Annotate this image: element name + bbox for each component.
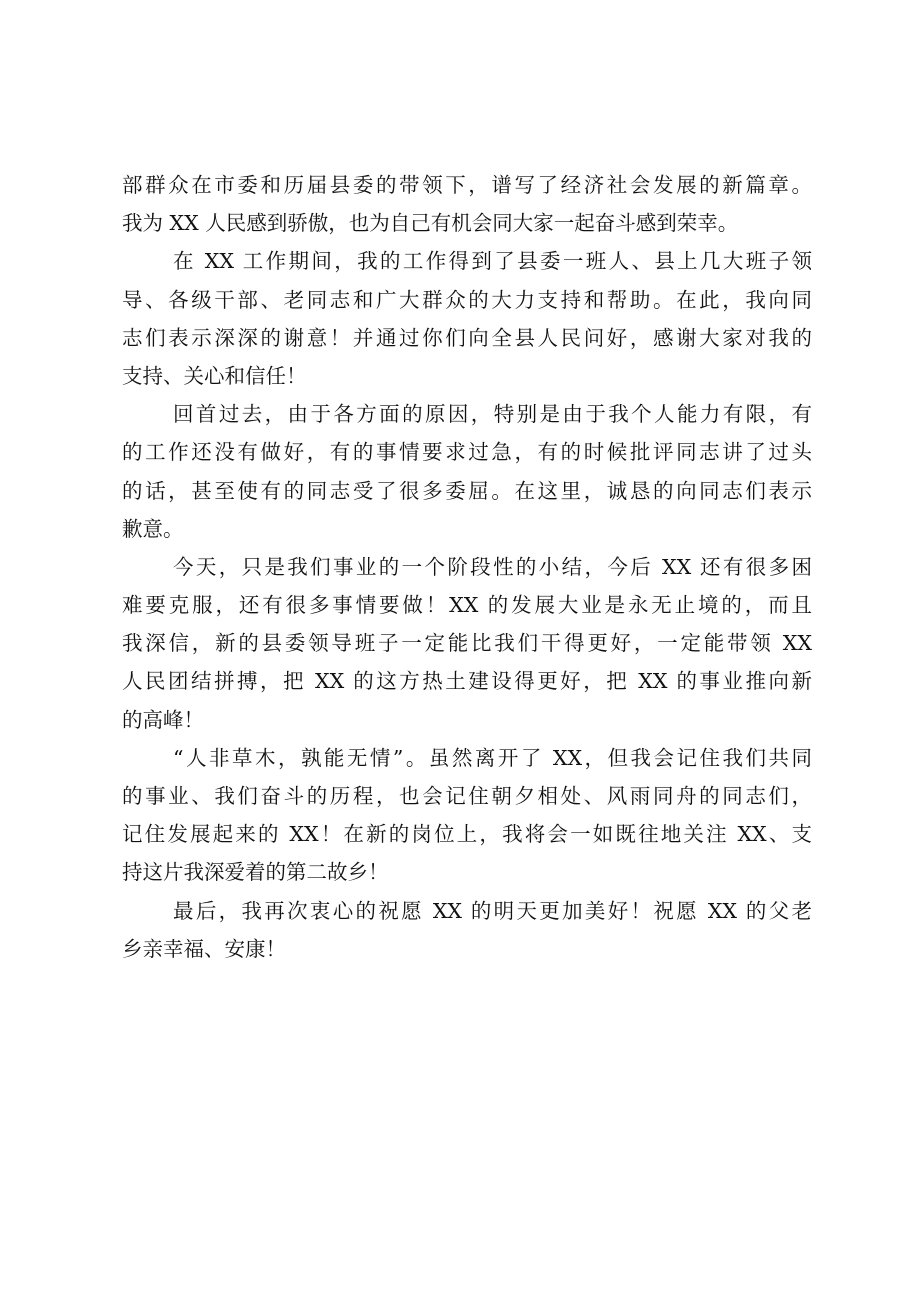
text-line-content: 歉意。: [122, 516, 184, 541]
text-line-content: 回首过去，由于各方面的原因，特别是由于我个人能力有限，有: [173, 402, 812, 427]
text-line: [122, 662, 812, 700]
text-line-content: “人非草木，孰能无情”。虽然离开了 XX，但我会记住我们共同: [173, 745, 812, 770]
text-line: [122, 853, 812, 891]
text-line-content: 最后，我再次衷心的祝愿 XX 的明天更加美好！祝愿 XX 的父老: [173, 898, 812, 923]
text-line-content: 在 XX 工作期间，我的工作得到了县委一班人、县上几大班子领: [173, 249, 812, 274]
text-line-content: 乡亲幸福、安康！: [122, 936, 286, 961]
paragraph-5: [122, 739, 812, 892]
text-line-content: 持这片我深爱着的第二故乡！: [122, 860, 389, 885]
text-line: [122, 892, 812, 930]
text-line-content: 今天，只是我们事业的一个阶段性的小结，今后 XX 还有很多困: [173, 554, 812, 579]
text-line-content: 志们表示深深的谢意！并通过你们向全县人民问好，感谢大家对我的: [122, 325, 812, 350]
text-line: [122, 930, 812, 968]
text-line: [122, 395, 812, 433]
text-line: [122, 624, 812, 662]
text-line-content: 我深信，新的县委领导班子一定能比我们干得更好，一定能带领 XX: [122, 631, 812, 656]
paragraph-6: [122, 892, 812, 968]
text-line-content: 我为 XX 人民感到骄傲，也为自己有机会同大家一起奋斗感到荣幸。: [122, 211, 739, 236]
text-line-content: 人民团结拼搏，把 XX 的这方热土建设得更好，把 XX 的事业推向新: [122, 669, 812, 694]
text-line: [122, 204, 812, 242]
text-line: [122, 357, 812, 395]
text-line: [122, 319, 812, 357]
text-line-content: 的话，甚至使有的同志受了很多委屈。在这里，诚恳的向同志们表示: [122, 478, 812, 503]
text-line: [122, 548, 812, 586]
text-line-content: 导、各级干部、老同志和广大群众的大力支持和帮助。在此，我向同: [122, 287, 812, 312]
text-line: [122, 510, 812, 548]
text-line: [122, 777, 812, 815]
text-line-content: 的事业、我们奋斗的历程，也会记住朝夕相处、风雨同舟的同志们，: [122, 784, 812, 808]
paragraph-3: [122, 395, 812, 548]
text-line-content: 的工作还没有做好，有的事情要求过急，有的时候批评同志讲了过头: [122, 440, 812, 465]
text-line-content: 部群众在市委和历届县委的带领下，谱写了经济社会发展的新篇章。: [122, 173, 812, 197]
text-line: [122, 433, 812, 471]
paragraph-1: [122, 166, 812, 242]
paragraph-4: [122, 548, 812, 739]
text-line: [122, 472, 812, 510]
text-line-content: 难要克服，还有很多事情要做！XX 的发展大业是永无止境的，而且: [122, 593, 812, 618]
paragraph-2: [122, 242, 812, 395]
text-line: [122, 242, 812, 280]
document-body: [122, 166, 812, 968]
text-line: [122, 281, 812, 319]
text-line-content: 的高峰！: [122, 707, 204, 732]
text-line-content: 支持、关心和信任！: [122, 363, 307, 388]
text-line: [122, 166, 812, 204]
text-line: [122, 701, 812, 739]
text-line-content: 记住发展起来的 XX！在新的岗位上，我将会一如既往地关注 XX、支: [122, 822, 812, 847]
text-line: [122, 815, 812, 853]
text-line: [122, 586, 812, 624]
text-line: [122, 739, 812, 777]
